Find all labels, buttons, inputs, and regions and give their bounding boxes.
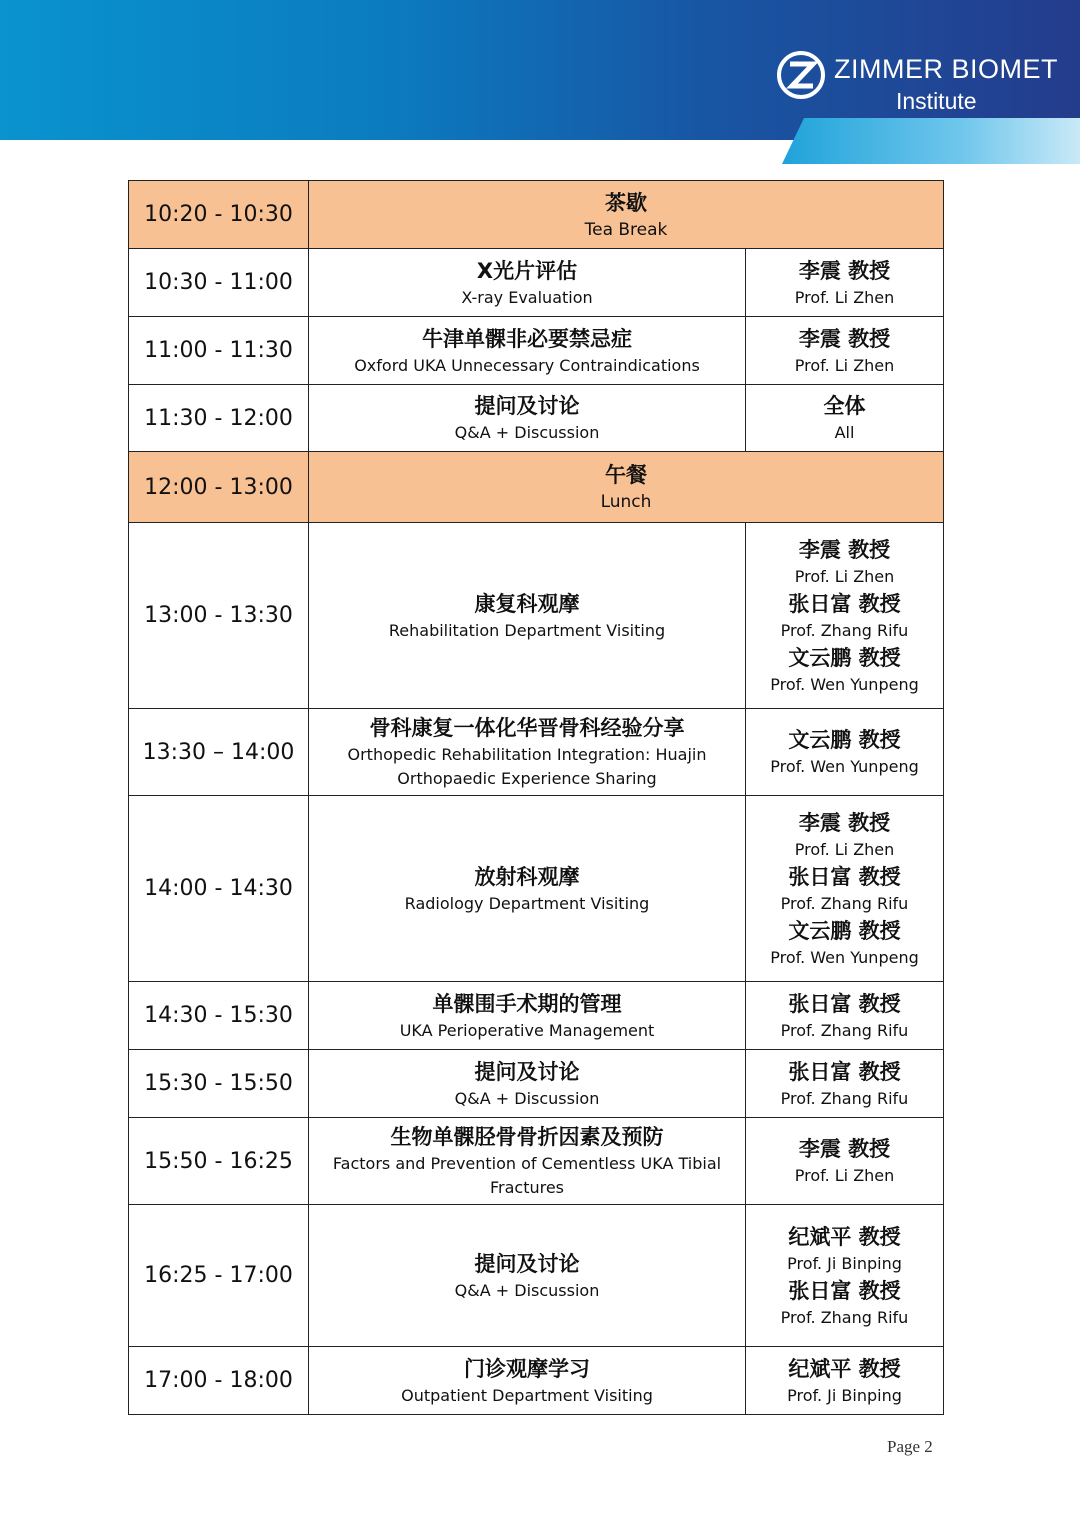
topic-cell [309,1205,746,1347]
zimmer-biomet-logo [776,50,1066,116]
speaker-en: Prof. Ji Binping [787,1385,902,1405]
table-row [129,181,944,249]
topic-en: Radiology Department Visiting [404,893,650,913]
speaker-zh: 李震 教授 [798,537,891,562]
topic-en: Q&A + Discussion [454,1088,600,1108]
topic-cell [309,1050,746,1118]
topic-en: Factors and Prevention of Cementless UKA Tibial Fractures [332,1154,722,1197]
speaker-cell [746,1205,944,1347]
speaker-en: Prof. Zhang Rifu [780,1088,909,1108]
topic-en: Outpatient Department Visiting [401,1385,653,1405]
speaker-zh: 全体 [823,394,866,418]
speaker-cell [746,796,944,982]
speaker-cell [746,982,944,1050]
table-row [129,1050,944,1118]
topic-en: Q&A + Discussion [454,423,600,442]
topic-zh: 提问及讨论 [474,394,580,418]
topic-cell [309,523,746,709]
time-cell: 14:30 - 15:30 [129,982,309,1050]
speaker-en: Prof. Ji Binping [787,1253,902,1273]
speaker-zh: 纪斌平 教授 [788,1356,901,1381]
table-row [129,982,944,1050]
speaker-en: Prof. Li Zhen [794,1166,895,1185]
topic-en: Rehabilitation Department Visiting [388,620,666,640]
topic-cell [309,385,746,452]
table-row [129,796,944,982]
speaker-zh: 纪斌平 教授 [788,1224,901,1249]
table-row [129,523,944,709]
speaker-en: Prof. Zhang Rifu [780,1307,909,1327]
speaker-zh: 文云鹏 教授 [788,645,901,670]
topic-zh: 茶歇 [605,190,647,215]
topic-en: Q&A + Discussion [454,1280,600,1300]
topic-en: Orthopedic Rehabilitation Integration: Huajin Orthopaedic Experience Sharing [347,745,707,788]
speaker-cell [746,1050,944,1118]
time-cell: 11:30 - 12:00 [129,385,309,452]
topic-cell [309,249,746,317]
table-row [129,709,944,796]
topic-cell [309,181,944,249]
topic-zh: 康复科观摩 [474,591,580,616]
topic-cell [309,982,746,1050]
speaker-cell [746,709,944,796]
header-accent-stripe [782,118,1080,164]
time-cell: 12:00 - 13:00 [129,452,309,523]
table-row [129,385,944,452]
table-row [129,1205,944,1347]
topic-en: Tea Break [584,219,668,240]
speaker-zh: 张日富 教授 [788,1059,901,1084]
topic-zh: 午餐 [605,463,647,487]
table-row [129,249,944,317]
speaker-cell [746,523,944,709]
speaker-en: Prof. Li Zhen [794,839,895,859]
table-row [129,452,944,523]
topic-zh: 单髁围手术期的管理 [432,991,622,1016]
speaker-zh: 李震 教授 [798,258,891,283]
speaker-en: Prof. Zhang Rifu [780,620,909,640]
speaker-en: Prof. Zhang Rifu [780,893,909,913]
topic-en: UKA Perioperative Management [399,1020,655,1040]
topic-zh: 提问及讨论 [474,1251,580,1276]
speaker-zh: 张日富 教授 [788,864,901,889]
speaker-cell [746,385,944,452]
time-cell: 14:00 - 14:30 [129,796,309,982]
topic-zh: 放射科观摩 [474,864,580,889]
speaker-cell [746,249,944,317]
time-cell: 10:20 - 10:30 [129,181,309,249]
speaker-zh: 文云鹏 教授 [788,918,901,943]
brand-name: ZIMMER BIOMET [834,54,1058,84]
topic-zh: 提问及讨论 [474,1059,580,1084]
topic-zh: 牛津单髁非必要禁忌症 [422,326,632,351]
speaker-zh: 张日富 教授 [788,1278,901,1303]
topic-en: X-ray Evaluation [461,287,593,307]
speaker-en: Prof. Wen Yunpeng [770,947,919,967]
speaker-en: Prof. Li Zhen [794,287,895,307]
time-cell: 13:00 - 13:30 [129,523,309,709]
topic-cell [309,709,746,796]
topic-zh: 门诊观摩学习 [464,1356,590,1381]
time-cell: 15:50 - 16:25 [129,1118,309,1205]
speaker-en: All [834,423,855,442]
topic-en: Oxford UKA Unnecessary Contraindications [354,355,700,375]
time-cell: 17:00 - 18:00 [129,1347,309,1415]
topic-cell [309,1118,746,1205]
topic-zh: 生物单髁胫骨骨折因素及预防 [390,1125,664,1149]
speaker-cell [746,317,944,385]
speaker-cell [746,1347,944,1415]
speaker-zh: 张日富 教授 [788,591,901,616]
schedule-table [128,180,944,1415]
table-row [129,1347,944,1415]
topic-cell [309,796,746,982]
speaker-en: Prof. Li Zhen [794,566,895,586]
topic-zh: X光片评估 [476,258,578,283]
speaker-en: Prof. Wen Yunpeng [770,757,919,776]
topic-en: Lunch [600,492,652,512]
time-cell: 13:30 – 14:00 [129,709,309,796]
speaker-en: Prof. Li Zhen [794,355,895,375]
brand-sub: Institute [896,88,977,114]
time-cell: 11:00 - 11:30 [129,317,309,385]
speaker-zh: 文云鹏 教授 [788,728,901,752]
speaker-cell [746,1118,944,1205]
time-cell: 16:25 - 17:00 [129,1205,309,1347]
topic-cell [309,317,746,385]
zimmer-biomet-z-icon [776,50,826,100]
topic-cell [309,452,944,523]
schedule-body [129,181,944,1415]
speaker-en: Prof. Zhang Rifu [780,1020,909,1040]
page-number: Page 2 [887,1437,933,1456]
speaker-zh: 李震 教授 [798,1137,891,1161]
topic-cell [309,1347,746,1415]
time-cell: 15:30 - 15:50 [129,1050,309,1118]
table-row [129,317,944,385]
speaker-zh: 李震 教授 [798,326,891,351]
table-row [129,1118,944,1205]
time-cell: 10:30 - 11:00 [129,249,309,317]
topic-zh: 骨科康复一体化华晋骨科经验分享 [369,716,685,740]
speaker-en: Prof. Wen Yunpeng [770,674,919,694]
speaker-zh: 李震 教授 [798,810,891,835]
speaker-zh: 张日富 教授 [788,991,901,1016]
